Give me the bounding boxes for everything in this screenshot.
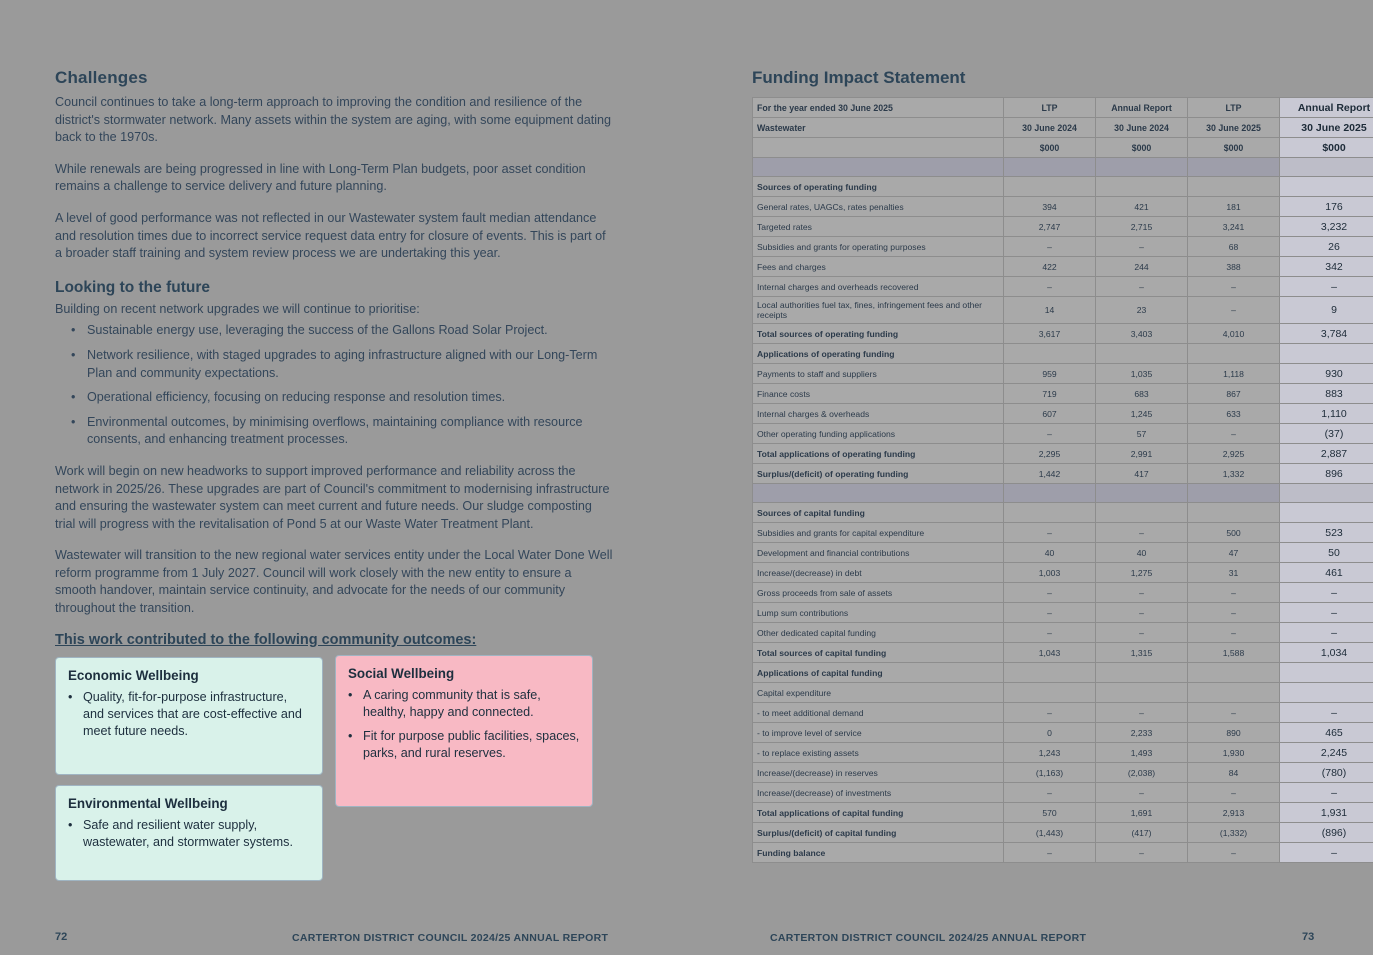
table-row [753,623,1373,643]
cell-ar-2025 [1280,484,1373,503]
cell-ar-2024: – [1096,783,1188,803]
cell-ar-2024 [1096,344,1188,364]
row-label: Subsidies and grants for operating purposes [753,237,1004,257]
cell-ar-2025: 883 [1280,384,1373,404]
cell-ltp-2025: 890 [1188,723,1280,743]
cell-ar-2024 [1096,503,1188,523]
cell-ltp-2025 [1188,177,1280,197]
row-label: Total applications of operating funding [753,444,1004,464]
cell-ar-2024: Annual Report [1096,98,1188,118]
cell-ltp-2025 [1188,683,1280,703]
cell-ltp-2024 [1004,344,1096,364]
cell-ltp-2024: 30 June 2024 [1004,118,1096,138]
row-label: Other dedicated capital funding [753,623,1004,643]
cell-ar-2024: 57 [1096,424,1188,444]
cell-ar-2024: 2,715 [1096,217,1188,237]
row-label: Internal charges and overheads recovered [753,277,1004,297]
cell-ltp-2024: – [1004,783,1096,803]
cell-ar-2024: – [1096,237,1188,257]
cell-ar-2025: 3,784 [1280,324,1373,344]
cell-ar-2025: 26 [1280,237,1373,257]
cell-ltp-2024: 3,617 [1004,324,1096,344]
cell-ar-2025: 9 [1280,297,1373,324]
cell-ar-2024: 1,691 [1096,803,1188,823]
cell-ltp-2025: 388 [1188,257,1280,277]
table-row [753,364,1373,384]
table-row [753,723,1373,743]
cell-ar-2025: Annual Report [1280,98,1373,118]
row-label: Local authorities fuel tax, fines, infringement fees and other receipts [753,297,1004,324]
cell-ar-2025: – [1280,843,1373,863]
cell-ltp-2024 [1004,158,1096,177]
cell-ar-2025 [1280,177,1373,197]
cell-ar-2025: – [1280,277,1373,297]
table-row [753,424,1373,444]
row-label: Payments to staff and suppliers [753,364,1004,384]
cell-ar-2025: 2,887 [1280,444,1373,464]
cell-ar-2025: – [1280,783,1373,803]
cell-ar-2024 [1096,158,1188,177]
cell-ltp-2025: 1,332 [1188,464,1280,484]
cell-ar-2024: $000 [1096,138,1188,158]
cell-ltp-2024: 2,295 [1004,444,1096,464]
table-row [753,404,1373,424]
cell-ar-2024: – [1096,703,1188,723]
environmental-wellbeing-box [55,785,323,881]
cell-ar-2024: 2,991 [1096,444,1188,464]
row-label: Funding balance [753,843,1004,863]
cell-ltp-2025: 2,925 [1188,444,1280,464]
social-wellbeing-heading: Social Wellbeing [348,665,455,681]
challenges-paragraph-1: Council continues to take a long-term approach to improving the condition and resilience of the district's stormwater network. Many assets within the system are aging, with some equipment dating back to the 1970s. [55,95,612,145]
cell-ar-2025 [1280,503,1373,523]
cell-ltp-2024: – [1004,623,1096,643]
list-item: • Fit for purpose public facilities, spaces, parks, and rural reserves. [348,728,580,762]
cell-ar-2024: 1,275 [1096,563,1188,583]
cell-ar-2025: 930 [1280,364,1373,384]
row-label: Total sources of operating funding [753,324,1004,344]
list-item: • Operational efficiency, focusing on reducing response and resolution times. [71,389,615,407]
row-label: Lump sum contributions [753,603,1004,623]
row-label: Finance costs [753,384,1004,404]
row-label: Sources of operating funding [753,177,1004,197]
cell-ar-2024: 40 [1096,543,1188,563]
challenges-paragraph-3: A level of good performance was not reflected in our Wastewater system fault median attendance and resolution times due to incorrect service request data entry for closure of events. This is part of a broader staff training and system review process we are undertaking this year. [55,210,606,261]
funding-impact-statement-heading: Funding Impact Statement [752,68,966,87]
cell-ar-2024: 3,403 [1096,324,1188,344]
table-units-row [753,138,1373,158]
row-label: For the year ended 30 June 2025 [753,98,1004,118]
cell-ltp-2024: – [1004,237,1096,257]
row-label: - to meet additional demand [753,703,1004,723]
cell-ar-2024: 417 [1096,464,1188,484]
cell-ar-2024: 30 June 2024 [1096,118,1188,138]
row-label: - to improve level of service [753,723,1004,743]
table-header-row [753,98,1373,118]
cell-ltp-2024: (1,443) [1004,823,1096,843]
cell-ltp-2025: 1,118 [1188,364,1280,384]
cell-ltp-2024 [1004,503,1096,523]
cell-ar-2025: 896 [1280,464,1373,484]
cell-ar-2025: 461 [1280,563,1373,583]
cell-ar-2024: – [1096,623,1188,643]
table-row [753,277,1373,297]
cell-ar-2025: $000 [1280,138,1373,158]
cell-ltp-2025: 181 [1188,197,1280,217]
cell-ar-2025: 2,245 [1280,743,1373,763]
community-outcomes-heading: This work contributed to the following community outcomes: [55,631,477,648]
cell-ar-2024: – [1096,523,1188,543]
cell-ltp-2024: (1,163) [1004,763,1096,783]
cell-ltp-2024: 1,442 [1004,464,1096,484]
table-row [753,197,1373,217]
cell-ar-2024 [1096,484,1188,503]
cell-ltp-2025: (1,332) [1188,823,1280,843]
cell-ar-2025: – [1280,623,1373,643]
cell-ar-2024 [1096,663,1188,683]
cell-ar-2025: (780) [1280,763,1373,783]
cell-ar-2024: – [1096,583,1188,603]
cell-ar-2024: 683 [1096,384,1188,404]
table-total-row [753,823,1373,843]
cell-ltp-2024: 570 [1004,803,1096,823]
cell-ltp-2024: 719 [1004,384,1096,404]
table-section-row [753,503,1373,523]
table-row [753,603,1373,623]
table-total-row [753,444,1373,464]
social-wellbeing-box [335,655,593,807]
cell-ar-2025: 176 [1280,197,1373,217]
cell-ltp-2025: 500 [1188,523,1280,543]
row-label: Applications of capital funding [753,663,1004,683]
row-label: Subsidies and grants for capital expenditure [753,523,1004,543]
future-paragraph-2: Wastewater will transition to the new regional water services entity under the Local Water Done Well reform programme from 1 July 2027. Council will work closely with the new entity to ensure a smooth handover, maintain service continuity, and advocate for the needs of our community throughout the transition. [55,548,613,616]
cell-ltp-2025: LTP [1188,98,1280,118]
cell-ltp-2025 [1188,663,1280,683]
cell-ltp-2025: 3,241 [1188,217,1280,237]
table-row [753,543,1373,563]
cell-ar-2025: 1,110 [1280,404,1373,424]
row-label: Sources of capital funding [753,503,1004,523]
cell-ar-2024: 1,315 [1096,643,1188,663]
cell-ltp-2025: 47 [1188,543,1280,563]
cell-ltp-2024 [1004,683,1096,703]
cell-ar-2025: 523 [1280,523,1373,543]
row-label: Total applications of capital funding [753,803,1004,823]
cell-ar-2024: – [1096,603,1188,623]
left-page-content [55,68,615,849]
cell-ar-2024: 421 [1096,197,1188,217]
table-subheader-row [753,118,1373,138]
cell-ltp-2024: 40 [1004,543,1096,563]
table-row [753,783,1373,803]
cell-ar-2025: (896) [1280,823,1373,843]
cell-ltp-2025: 633 [1188,404,1280,424]
table-section-row [753,344,1373,364]
cell-ltp-2024: – [1004,843,1096,863]
cell-ltp-2024: – [1004,523,1096,543]
cell-ar-2024: 1,035 [1096,364,1188,384]
cell-ltp-2025: $000 [1188,138,1280,158]
cell-ltp-2025: – [1188,623,1280,643]
cell-ltp-2025: 4,010 [1188,324,1280,344]
cell-ltp-2025: 68 [1188,237,1280,257]
cell-ar-2024 [1096,177,1188,197]
cell-ar-2024: 23 [1096,297,1188,324]
cell-ar-2025 [1280,663,1373,683]
table-total-row [753,464,1373,484]
table-total-row [753,643,1373,663]
cell-ltp-2024 [1004,177,1096,197]
table-row [753,297,1373,324]
cell-ltp-2025 [1188,344,1280,364]
row-label: Capital expenditure [753,683,1004,703]
cell-ltp-2025: – [1188,277,1280,297]
cell-ltp-2025 [1188,503,1280,523]
cell-ltp-2024: 1,003 [1004,563,1096,583]
economic-wellbeing-heading: Economic Wellbeing [68,667,199,683]
cell-ltp-2025 [1188,484,1280,503]
cell-ltp-2025: – [1188,703,1280,723]
list-item: • Environmental outcomes, by minimising overflows, maintaining compliance with resource consents, and enhancing treatment processes. [71,414,615,449]
table-row [753,683,1373,703]
cell-ar-2025: 50 [1280,543,1373,563]
funding-impact-statement-table [752,97,1373,863]
cell-ltp-2024: $000 [1004,138,1096,158]
cell-ltp-2024: – [1004,603,1096,623]
future-paragraph-1: Work will begin on new headworks to support improved performance and reliability across the network in 2025/26. These upgrades are part of Council's commitment to modernising infrastructure and ensuring the wastewater system can meet current and future needs. Our sludge composting trial will progress with the revitalisation of Pond 5 at our Waste Water Treatment Plant. [55,463,610,531]
row-label: General rates, UAGCs, rates penalties [753,197,1004,217]
row-label [753,484,1004,503]
row-label [753,138,1004,158]
cell-ltp-2024: 1,043 [1004,643,1096,663]
table-total-row [753,803,1373,823]
cell-ar-2025 [1280,344,1373,364]
row-label: Wastewater [753,118,1004,138]
cell-ltp-2024 [1004,663,1096,683]
cell-ltp-2025: – [1188,783,1280,803]
cell-ar-2024: 2,233 [1096,723,1188,743]
cell-ltp-2025: – [1188,603,1280,623]
cell-ltp-2025: 1,930 [1188,743,1280,763]
cell-ar-2024: (417) [1096,823,1188,843]
list-item: • Network resilience, with staged upgrades to aging infrastructure aligned with our Long-Term Plan and community expectations. [71,347,615,382]
cell-ltp-2024: 14 [1004,297,1096,324]
table-row [753,237,1373,257]
row-label: Increase/(decrease) of investments [753,783,1004,803]
cell-ltp-2025: 30 June 2025 [1188,118,1280,138]
row-label: Gross proceeds from sale of assets [753,583,1004,603]
cell-ar-2025: 1,034 [1280,643,1373,663]
cell-ar-2025: 342 [1280,257,1373,277]
row-label: Increase/(decrease) in reserves [753,763,1004,783]
table-spacer-row [753,484,1373,503]
table-row [753,217,1373,237]
cell-ar-2024: 244 [1096,257,1188,277]
cell-ltp-2025: 2,913 [1188,803,1280,823]
cell-ar-2024: – [1096,843,1188,863]
environmental-wellbeing-heading: Environmental Wellbeing [68,795,228,811]
list-item: • Quality, fit-for-purpose infrastructure, and services that are cost-effective and meet future needs. [68,689,310,740]
cell-ar-2025: – [1280,603,1373,623]
cell-ltp-2025: 867 [1188,384,1280,404]
table-row [753,583,1373,603]
cell-ltp-2025: 84 [1188,763,1280,783]
cell-ltp-2025 [1188,158,1280,177]
cell-ar-2024: – [1096,277,1188,297]
future-intro: Building on recent network upgrades we will continue to prioritise: [55,301,420,316]
economic-wellbeing-box [55,657,323,775]
cell-ltp-2024: 607 [1004,404,1096,424]
cell-ltp-2024: 394 [1004,197,1096,217]
row-label [753,158,1004,177]
cell-ltp-2024: 0 [1004,723,1096,743]
table-total-row [753,843,1373,863]
cell-ar-2025: – [1280,703,1373,723]
cell-ar-2025 [1280,683,1373,703]
cell-ltp-2024: LTP [1004,98,1096,118]
cell-ltp-2024: 422 [1004,257,1096,277]
cell-ar-2025: 465 [1280,723,1373,743]
cell-ltp-2024 [1004,484,1096,503]
cell-ltp-2024: 2,747 [1004,217,1096,237]
cell-ar-2025: – [1280,583,1373,603]
cell-ar-2024: 1,493 [1096,743,1188,763]
future-priorities-list [55,322,615,449]
right-page-number: 73 [1302,931,1315,943]
row-label: Fees and charges [753,257,1004,277]
table-section-row [753,177,1373,197]
list-item: • A caring community that is safe, healthy, happy and connected. [348,687,580,721]
cell-ar-2025: 3,232 [1280,217,1373,237]
challenges-heading: Challenges [55,68,148,87]
cell-ltp-2025: 31 [1188,563,1280,583]
row-label: Increase/(decrease) in debt [753,563,1004,583]
right-page-content [752,68,1371,863]
cell-ltp-2024: 1,243 [1004,743,1096,763]
cell-ltp-2024: – [1004,424,1096,444]
cell-ltp-2024: 959 [1004,364,1096,384]
row-label: Surplus/(deficit) of capital funding [753,823,1004,843]
cell-ltp-2025: – [1188,583,1280,603]
row-label: Other operating funding applications [753,424,1004,444]
table-row [753,563,1373,583]
cell-ar-2025 [1280,158,1373,177]
right-footer-text: CARTERTON DISTRICT COUNCIL 2024/25 ANNUAL REPORT [770,932,1087,944]
left-footer-text: CARTERTON DISTRICT COUNCIL 2024/25 ANNUAL REPORT [292,932,609,944]
row-label: Internal charges & overheads [753,404,1004,424]
table-row [753,743,1373,763]
row-label: Development and financial contributions [753,543,1004,563]
row-label: - to replace existing assets [753,743,1004,763]
row-label: Surplus/(deficit) of operating funding [753,464,1004,484]
table-row [753,523,1373,543]
cell-ar-2025: (37) [1280,424,1373,444]
cell-ltp-2025: – [1188,843,1280,863]
cell-ltp-2025: – [1188,297,1280,324]
list-item: • Sustainable energy use, leveraging the success of the Gallons Road Solar Project. [71,322,615,340]
list-item: • Safe and resilient water supply, wastewater, and stormwater systems. [68,817,310,851]
cell-ltp-2024: – [1004,583,1096,603]
table-row [753,384,1373,404]
cell-ar-2025: 1,931 [1280,803,1373,823]
cell-ar-2024: 1,245 [1096,404,1188,424]
row-label: Targeted rates [753,217,1004,237]
table-row [753,703,1373,723]
table-section-row [753,663,1373,683]
cell-ar-2024 [1096,683,1188,703]
table-spacer-row [753,158,1373,177]
table-total-row [753,324,1373,344]
row-label: Applications of operating funding [753,344,1004,364]
table-row [753,257,1373,277]
cell-ar-2024: (2,038) [1096,763,1188,783]
row-label: Total sources of capital funding [753,643,1004,663]
cell-ltp-2024: – [1004,703,1096,723]
table-row [753,763,1373,783]
left-page-number: 72 [55,931,68,943]
challenges-paragraph-2: While renewals are being progressed in line with Long-Term Plan budgets, poor asset condition remains a challenge to service delivery and future planning. [55,161,586,194]
looking-to-the-future-heading: Looking to the future [55,278,210,296]
cell-ltp-2025: – [1188,424,1280,444]
cell-ltp-2024: – [1004,277,1096,297]
cell-ltp-2025: 1,588 [1188,643,1280,663]
cell-ar-2025: 30 June 2025 [1280,118,1373,138]
